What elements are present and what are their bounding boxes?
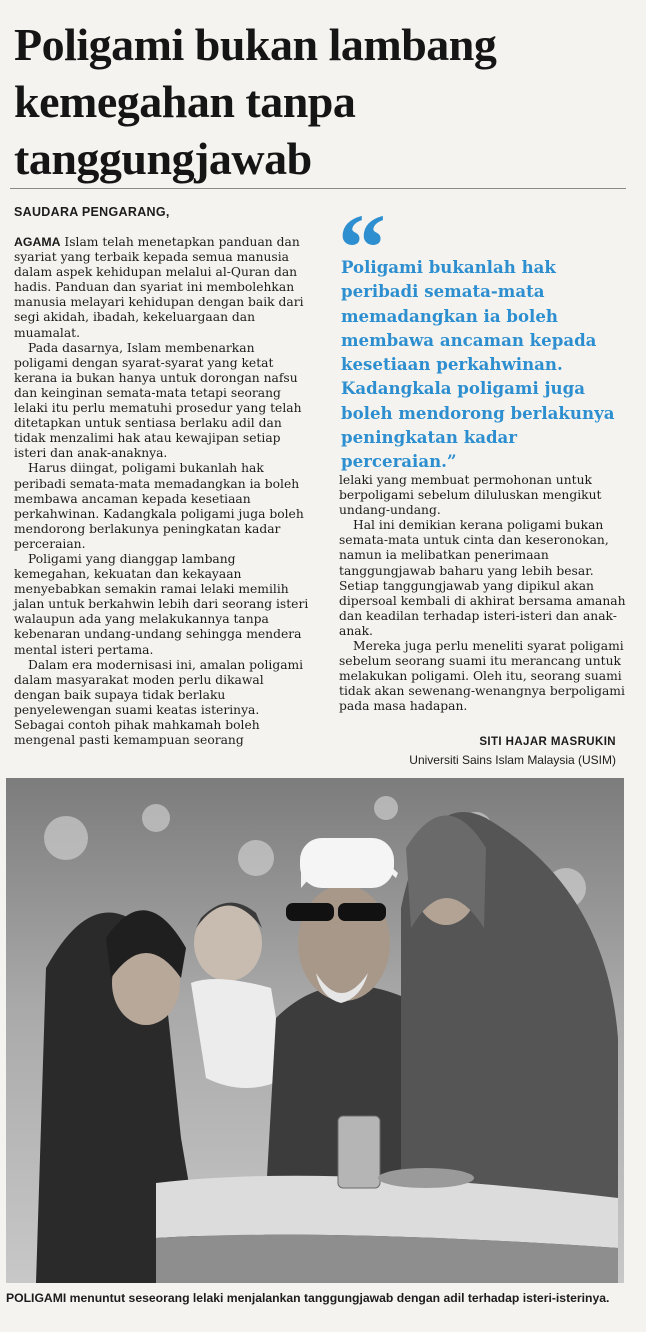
headline-divider xyxy=(10,188,626,189)
signature-institution: Universiti Sains Islam Malaysia (USIM) xyxy=(409,753,616,767)
headline-line-3: tanggungjawab xyxy=(14,133,312,184)
lead-word: AGAMA xyxy=(14,235,61,249)
paragraph-3: Harus diingat, poligami bukanlah hak peribadi semata-mata memadangkan ia boleh membawa ancaman kepada kesetiaan perkahwinan. Kadangkala poligami juga boleh mendorong berlakunya peningkatan kadar perceraian. xyxy=(14,461,304,551)
family-photo xyxy=(6,778,624,1283)
paragraph-7: Hal ini demikian kerana poligami bukan semata-mata untuk cinta dan keseronokan, namun ia melibatkan penerimaan tanggungjawab baharu yang lebih besar. Setiap tanggungjawab yang dipikul akan dipersoal kembali di akhirat bersama amanah dan keadilan terhadap isteri-isteri dan anak-anak. xyxy=(339,518,626,638)
photo-caption xyxy=(6,1291,618,1306)
headline xyxy=(14,16,614,187)
family-photo-illustration xyxy=(6,778,624,1283)
paragraph-1 xyxy=(14,235,310,341)
pull-quote: Poligami bukanlah hak peribadi semata-mata memadangkan ia boleh membawa ancaman kepada kesetiaan perkahwinan. Kadangkala poligami juga boleh mendorong berlakunya peningkatan kadar perceraian.” xyxy=(341,257,615,472)
caption-lead: POLIGAMI xyxy=(6,1291,67,1305)
paragraph-6: lelaki yang membuat permohonan untuk berpoligami sebelum diluluskan mengikut undang-undang. xyxy=(339,473,602,518)
headline-line-2: kemegahan tanpa xyxy=(14,76,356,127)
paragraph-5: Dalam era modernisasi ini, amalan poligami dalam masyarakat moden perlu dikawal dengan baik supaya tidak berlaku penyelewengan suami keatas isterinya. Sebagai contoh pihak mahkamah boleh mengenal pasti kemampuan seorang xyxy=(14,657,304,748)
left-column xyxy=(14,235,310,748)
paragraph-2: Pada dasarnya, Islam membenarkan poligami dengan syarat-syarat yang ketat kerana ia bukan hanya untuk dorongan nafsu dan keinginan semata-mata tetapi seorang lelaki itu perlu mematuhi prosedur yang telah ditetapkan untuk sentiasa berlaku adil dan tidak menzalimi hak atau kewajipan setiap isteri dan anak-anaknya. xyxy=(14,340,302,461)
quote-mark-icon: “ xyxy=(338,194,386,301)
headline-line-1: Poligami bukan lambang xyxy=(14,19,497,70)
right-column xyxy=(339,473,627,715)
paragraph-1-text: Islam telah menetapkan panduan dan syariat yang terbaik kepada semua manusia dalam aspek kehidupan melalui al-Quran dan hadis. Panduan dan syariat ini membolehkan manusia melayari kehidupan dengan baik dari segi akidah, ibadah, kekeluargaan dan muamalat. xyxy=(14,235,304,340)
caption-text: menuntut seseorang lelaki menjalankan tanggungjawab dengan adil terhadap isteri-isterinya. xyxy=(66,1291,610,1305)
author-label: SAUDARA PENGARANG, xyxy=(14,205,170,219)
paragraph-8: Mereka juga perlu meneliti syarat poligami sebelum seorang suami itu merancang untuk melakukan poligami. Oleh itu, seorang suami tidak akan sewenang-wenangnya berpoligami pada masa hadapan. xyxy=(339,639,625,714)
paragraph-4: Poligami yang dianggap lambang kemegahan, kekuatan dan kekayaan menyebabkan semakin ramai lelaki memilih jalan untuk berkahwin lebih dari seorang isteri walaupun ada yang melakukannya tanpa kebenaran undang-undang sehingga mendera mental isteri pertama. xyxy=(14,551,309,657)
signature-name: SITI HAJAR MASRUKIN xyxy=(479,736,616,748)
